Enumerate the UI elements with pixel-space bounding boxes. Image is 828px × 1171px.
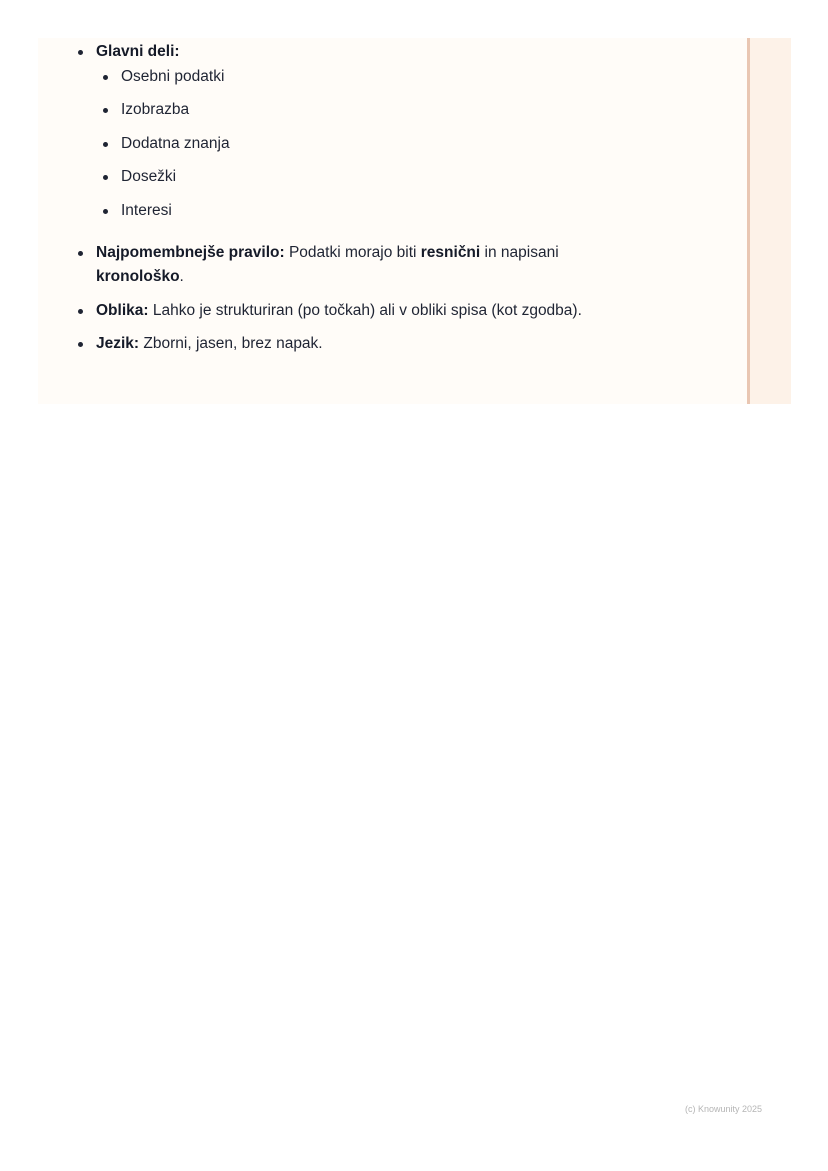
bullet-icon <box>103 175 108 180</box>
label: Najpomembnejše pravilo: <box>96 244 285 261</box>
bullet-icon <box>78 50 83 55</box>
emphasis: resnični <box>420 244 481 261</box>
list-item: Interesi <box>121 202 172 219</box>
text: Zborni, jasen, brez napak. <box>139 335 323 352</box>
bullet-icon <box>78 251 83 256</box>
emphasis: kronološko <box>96 268 180 285</box>
rule-item <box>96 241 559 265</box>
list-item: Izobrazba <box>121 101 190 118</box>
language-item <box>96 332 323 356</box>
side-panel <box>750 38 791 404</box>
text: . <box>179 268 184 285</box>
label: Oblika: <box>96 302 149 319</box>
list-item: Dosežki <box>121 168 177 185</box>
bullet-icon <box>103 75 108 80</box>
label: Jezik: <box>96 335 140 352</box>
main-parts-heading <box>96 40 180 64</box>
form-item <box>96 299 582 323</box>
bullet-icon <box>78 309 83 314</box>
bullet-icon <box>103 209 108 214</box>
rule-item-continued <box>96 265 184 289</box>
label: Glavni deli: <box>96 43 180 60</box>
bullet-icon <box>103 108 108 113</box>
copyright-footer: (c) Knowunity 2025 <box>685 1104 763 1114</box>
text: Lahko je strukturiran (po točkah) ali v obliki spisa (kot zgodba). <box>148 302 582 319</box>
text: Podatki morajo biti <box>284 244 421 261</box>
list-item: Osebni podatki <box>121 68 225 85</box>
text: in napisani <box>480 244 559 261</box>
bullet-icon <box>78 342 83 347</box>
list-item: Dodatna znanja <box>121 135 230 152</box>
bullet-icon <box>103 142 108 147</box>
